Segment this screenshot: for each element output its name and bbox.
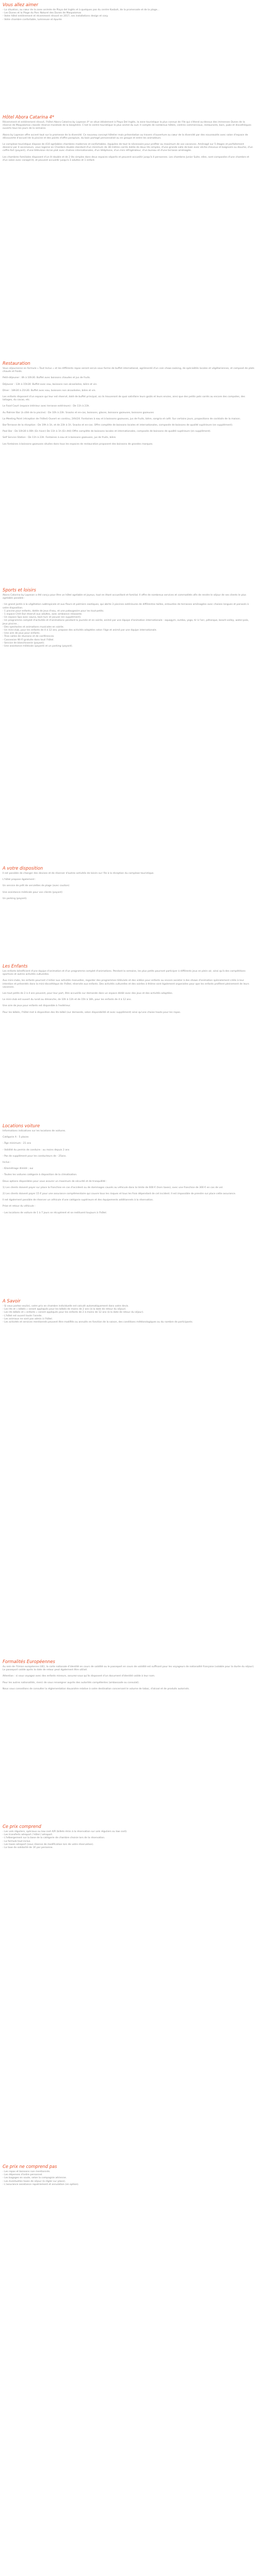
bullet-item: - 1 piscine pour enfants, dotée de jeux d'eau, et une pataugeoire pour les tout-petits. — [3, 609, 104, 613]
paragraph: Une aire de jeux pour enfants est disponible à l'extérieur. — [3, 1005, 71, 1008]
bullet-item: - Les animaux ne sont pas admis à l'hôtel. — [3, 1317, 53, 1320]
paragraph: 2) Les clients doivent payer 15 € pour une assurance complémentaire qui couvre tous les risques et tous les frais dépendant de cet incident. Il est impossible de prendre sur place cette assurance. — [3, 1193, 236, 1196]
paragraph: Attention : si vous voyagez avec des enfants mineurs, assurez-vous qu'ils disposent d'un document d'identité valide à leur nom. — [3, 1675, 155, 1678]
paragraph: - Kilométrage illimité ; oui — [3, 1167, 34, 1171]
paragraph: Le complexe touristique dispose de 410 agréables chambres modernes et confortables, équipées de tout le nécessaire pour profiter au maximum de vos vacances. Aménagé sur 5 étages et parfaitement desservi par 4 ascenseurs, vous logerez en Chambre double standard d'un minimum de 38 mètres carrés dotée de deux lits simples, d'une grande salle de bain avec sèche-cheveux et baignoire ou douche, d'un coffre-fort (payant), d'une télévision écran plat avec chaînes internationales, d'un téléphone, d'un mini réfrigérateur, d'un bureau et d'une terrasse aménagée. — [3, 143, 253, 152]
paragraph: Abora by Lopesan offre accent tout sur la promesse de la diversité. Ce nouveau concept hôtelier mais présentation au travers d'ouverture au cœur de la diversité par des nouveautés avec salon d'espace de découverte d'accueil de la piscine et des points d'offre parapluie, du bain partagé personnalisé ou en groupe et entre les animateurs. — [3, 133, 248, 140]
paragraph: Catégorie A : 5 places — [3, 1136, 29, 1139]
paragraph: Un service de prêt de serviettes de plage (avec caution) — [3, 885, 70, 888]
paragraph: - Âge minimum : 21 ans — [3, 1142, 31, 1145]
section-title: A votre disposition — [3, 866, 43, 871]
section-title: Ce prix ne comprend pas — [3, 2164, 57, 2169]
bullet-item: - La taxe de solidarité de 1€ par personne. — [3, 1846, 53, 1850]
bullet-item: - La situation, au cœur de la zone animée de Playa del Inglés et à quelques pas du centre Kasbah, de la promenade et de la plage... — [3, 9, 159, 11]
section — [0, 2164, 254, 2190]
section-title: Ce prix comprend — [3, 1824, 41, 1829]
paragraph: Les fontaines à boissons gazeuses situées dans tous les espaces de restauration proposent des boissons de grandes marques. — [3, 443, 153, 446]
bullet-item: - L'assurance assistance rapatriement et annulation (en option). — [3, 2183, 79, 2186]
bullet-item: - Les activités et services mentionnés peuvent être modifiés ou annulés en fonction de la saison, des conditions météorologiques ou du nombre de participants. — [3, 1321, 194, 1324]
paragraph: Bar-Terrasse de la réception : De 19h à 1h, et de 23h à 1h. Snacks et en-cas. Offre complète de boissons locales et internationales, composée de boissons de qualité supérieure (en supplément). — [3, 424, 233, 427]
section — [0, 963, 254, 1018]
bullet-item: - 1 espace Chill Out réservé aux adultes, avec ambiance relaxante. — [3, 613, 83, 616]
paragraph: Vous séjournerez en formule « Tout Inclus » et les différents repas seront servis sous forme de buffet international, agrémenté d'un coin show-cooking, de spécialités locales et végétariennes, et composé de plats chauds et froids. — [3, 367, 254, 374]
bullet-item: - Votre hôtel entièrement et récemment rénové en 2017, ses installations design et cosy. — [3, 15, 108, 18]
bullet-item: - Une assistance médicale (payant) et un parking (payant). — [3, 645, 73, 648]
paragraph: Abora Catarina by Lopesan a été conçu pour être un hôtel agréable et joyeux, tout en étant accueillant et familial. Il offre de nombreux services et commodités afin de rendre le séjour de ses clients le plus agréable possible : — [3, 594, 246, 600]
paragraph: Au sein de l'Union européenne (UE), la carte nationale d'identité en cours de validité ou le passeport en cours de validité est suffisant pour les voyageurs de nationalité française (valable pour la durée du séjour). Le passeport valide après la date de retour peut également être utilisé. — [3, 1666, 254, 1672]
bullet-item: - Les dépenses d'ordre personnel. — [3, 2174, 43, 2177]
bullet-item: - Les vols réguliers, spéciaux ou low cost A/R (billets émis à la réservation sur vols réguliers ou low cost). — [3, 1831, 127, 1833]
paragraph: Les tout petits de 2 à 4 ans peuvent, pour leur part, être accueillis sur demande dans un espace dédié avec des jeux et des activités adaptées. — [3, 992, 173, 995]
paragraph: Une assistance médicale pour vos clients (payant) — [3, 891, 62, 894]
section — [0, 2, 254, 25]
section-title: Formalités Européennes — [3, 1659, 55, 1664]
paragraph: Pour les autres nationalités, merci de vous renseigner auprès des autorités compétentes (ambassade ou consulat). — [3, 1681, 140, 1684]
bullet-item: - Une aire de jeux pour enfants. — [3, 632, 40, 635]
bullet-list — [3, 2171, 254, 2187]
section-title: Hôtel Abora Catarina 4* — [3, 114, 55, 120]
bullet-item: - Des spectacles et animations musicales en soirée. — [3, 625, 64, 629]
bullet-item: - Les taxes aéroport (sous réserve de modification lors de votre réservation). — [3, 1843, 94, 1846]
section — [0, 1123, 254, 1218]
paragraph: Déjeuner : 13h à 15h30. Buffet avec eau, boissons non alcoolisées, bière et vin. — [3, 383, 98, 386]
section — [0, 587, 254, 651]
bullet-item: - L'hôtel est ouvert toute l'année. — [3, 1314, 42, 1317]
bullet-item: - Un programme complet d'activités et d'animations pendant la journée et en soirée, animé par une équipe d'animation internationale : aquagym, zumba, yoga, tir à l'arc, pétanque, beach-volley, water-polo, jeux piscine... — [3, 619, 249, 625]
paragraph: Pour les bébés, l'hôtel met à disposition des lits bébé (sur demande, selon disponibilité et avec supplément) ainsi qu'une chaise haute pour les repas. — [3, 1011, 181, 1014]
bullet-list — [3, 1305, 254, 1324]
paragraph: Petit-déjeuner : 8h à 10h30. Buffet avec boissons chaudes et jus de fruits. — [3, 377, 91, 380]
section — [0, 866, 254, 904]
paragraph: - Validité du permis de conduire : au moins depuis 2 ans — [3, 1148, 70, 1151]
bullet-item: - Trois salles de réunions et de conférences. — [3, 635, 55, 638]
bullet-item: - Les repas et boissons non mentionnés. — [3, 2171, 51, 2173]
section — [0, 361, 254, 449]
paragraph: Récemment et entièrement rénové, l'hôtel Abora Catarina by Lopesan 4* se situe idéalement à Playa Del Inglés, la zone touristique la plus connue de l'île qui s'étend au-dessus des immenses Dunes de la réserve de Maspalomas classée réserve mondiale de la biosphère. C'est le centre touristique le plus animé du sud. Il compte de nombreux hôtels, centres commerciaux, restaurants, bars, pubs et discothèques ouverts tous les jours de la semaine. — [3, 121, 251, 130]
paragraph: - Toutes les voitures catégorie à disposition de la climatisation. — [3, 1174, 77, 1177]
paragraph: La Meeting Point (réception de l'hôtel) Ouvert en continu, 24h/24. Fontaines à eau et à boissons gazeuses, jus de fruits, bière, sangria et café. Sur certains jours, propositions de cocktails de la maison. — [3, 417, 241, 420]
paragraph: Au Palmier Bar (à côté de la piscine) : De 10h à 23h. Snacks et en-cas, boissons, glaces, boissons gazeuses, boissons gazeuses — [3, 411, 154, 414]
bullet-list — [3, 1831, 254, 1850]
bullet-item: - Votre chambre confortable, lumineuse et épurée — [3, 18, 62, 21]
paragraph: Aux mini-clubs, les enfants pourront s'initier aux activités manuelles, regarder des programmes télévisés et des vidéos pour enfants ou encore assister à des shows d'animation spécialement créés à leur intention et présentés dans la mini-discothèque de l'hôtel, réservée aux enfants. Des activités culturelles et des soirées à thème sont également organisées pour que les enfants profitent pleinement de leurs vacances. — [3, 979, 249, 989]
paragraph: Prise et retour du véhicule : — [3, 1205, 36, 1208]
section-title: Restauration — [3, 361, 30, 366]
section-title: Sports et loisirs — [3, 587, 36, 592]
section-title: A Savoir — [3, 1298, 21, 1303]
bullet-item: - Les éventuelles taxes de séjour (à régler sur place). — [3, 2180, 66, 2183]
bullet-item: - La formule tout inclus. — [3, 1840, 31, 1843]
paragraph: Il est également possible de réserver un véhicule d'une catégorie supérieure et des équipements additionnels à la réservation. — [3, 1199, 154, 1202]
paragraph: Dîner : 18h30 à 21h30. Buffet avec eau, boissons non alcoolisées, bière et vin. — [3, 389, 96, 392]
section — [0, 1824, 254, 1853]
bullet-item: - Un grand jardin à la végétation subtropicale et aux fleurs et palmiers exotiques, qui abrite 3 piscines extérieures de différentes tailles, entourées de terrasses aménagées avec chaises longues et parasols à votre disposition. — [3, 603, 249, 609]
paragraph: Un parking (payant). — [3, 897, 27, 900]
bullet-item: - Les lits bébés et « enfants » seront appliqués pour les enfants de 2 à moins de 12 ans (à la date de retour du séjour). — [3, 1311, 144, 1314]
bullet-item: - Connexion Wi-Fi gratuite dans tout l'hôtel. — [3, 638, 54, 641]
section-title: Vous allez aimer — [3, 2, 38, 7]
section-title: Locations voiture — [3, 1123, 40, 1128]
section — [0, 1659, 254, 1694]
bullet-item: - Les transferts aéroport / hôtel / aéroport. — [3, 1834, 53, 1837]
bullet-item: - Un mini-club, pour les enfants de 4 à 12 ans, propose des activités adaptées selon l'âge et animé par une équipe internationale. — [3, 629, 157, 632]
paragraph: Informations indicatives sur les locations de voitures. — [3, 1130, 66, 1132]
bullet-list — [3, 603, 254, 648]
paragraph: Le mini-club est ouvert du lundi au dimanche, de 10h à 13h et de 15h à 18h, pour les enfants de 4 à 12 ans. — [3, 998, 132, 1002]
section — [0, 1298, 254, 1327]
bullet-item: - Un espace Spa avec sauna, bain turc et jacuzzi (en supplément). — [3, 616, 82, 619]
paragraph: Pool Bar : De 10h30 à 00h (En hiver) De 11h à 1h (En été) Offre complète de boissons locales et internationales, composée de boissons de qualité supérieure (en supplément). — [3, 430, 211, 433]
bullet-item: - Les lits et « bébés » seront appliqués pour les bébés de moins de 2 ans (à la date de retour du séjour). — [3, 1308, 126, 1311]
paragraph: Il est possible de changer des devises et de réserver d'autres activités de loisirs sur l'île à la réception du complexe touristique. — [3, 872, 154, 875]
section — [0, 114, 254, 165]
paragraph: - Les locations de voiture de 1 à 7 jours se récupèrent et se restituent toujours à l'hôtel. — [3, 1211, 107, 1214]
paragraph: Les enfants bénéficient d'une équipe d'animation et d'un programme complet d'animations. Pendant la semaine, les plus petits pourront participer à différents jeux en plein air, ainsi qu'à des compétitions sportives et autres activités culturelles. — [3, 970, 246, 976]
paragraph: Les chambres familiales disposent d'un lit double et de 2 lits simples dans deux espaces séparés et peuvent accueillir jusqu'à 4 personnes. Les chambres Junior Suite, elles, sont composées d'une chambre et d'un salon avec canapé-lit, et peuvent accueillir jusqu'à 3 adultes et 1 enfant. — [3, 156, 249, 162]
paragraph: Self Service Station : De 11h à 23h. Fontaines à eau et à boissons gazeuses, jus de fruits, bière. — [3, 436, 117, 439]
paragraph: Nous vous conseillons de consulter la réglementation douanière relative à votre destination concernant le volume de tabac, d'alcool et de produits autorisés. — [3, 1687, 190, 1690]
paragraph: Inclus : — [3, 1161, 11, 1164]
paragraph: L'hôtel propose également : — [3, 878, 36, 882]
paragraph: Le Food Court (espace intérieur avec terrasse extérieure) : De 11h à 23h. — [3, 405, 90, 408]
bullet-item: - Si vous partez seul(e), votre prix en chambre individuelle est calculé automatiquement dans votre devis. — [3, 1305, 129, 1308]
bullet-list — [3, 9, 254, 22]
paragraph: 1) Les clients doivent payer sur place la franchise en cas d'accident ou de dommages causés au véhicule dans la limite de 600 € (hors taxes), avec une franchise de 300 € en cas de vol. — [3, 1186, 223, 1189]
paragraph: Les enfants disposent d'un espace qui leur est réservé, doté de buffet principal, où ils trouveront de quoi satisfaire leurs goûts et leurs envies, ainsi que des petits pots variés au encore des compotes, des laitages, du cacao, etc. — [3, 396, 245, 402]
bullet-item: - Service de blanchisserie (payant). — [3, 641, 45, 645]
paragraph: Deux options disponibles pour vous assurer un maximum de sécurité et de tranquillité : — [3, 1180, 107, 1183]
bullet-item: - L'hébergement sur la base de la catégorie de chambre choisie lors de la réservation. — [3, 1837, 105, 1840]
section-title: Les Enfants — [3, 963, 28, 969]
bullet-item: - Les bagages en soute, selon la compagnie aérienne. — [3, 2177, 67, 2180]
bullet-item: - Les Dunes et la Plage du Parc Naturel des Dunes de Maspalomas — [3, 12, 82, 15]
paragraph: - Pas de supplément pour les conducteurs de - 25ans. — [3, 1155, 67, 1158]
